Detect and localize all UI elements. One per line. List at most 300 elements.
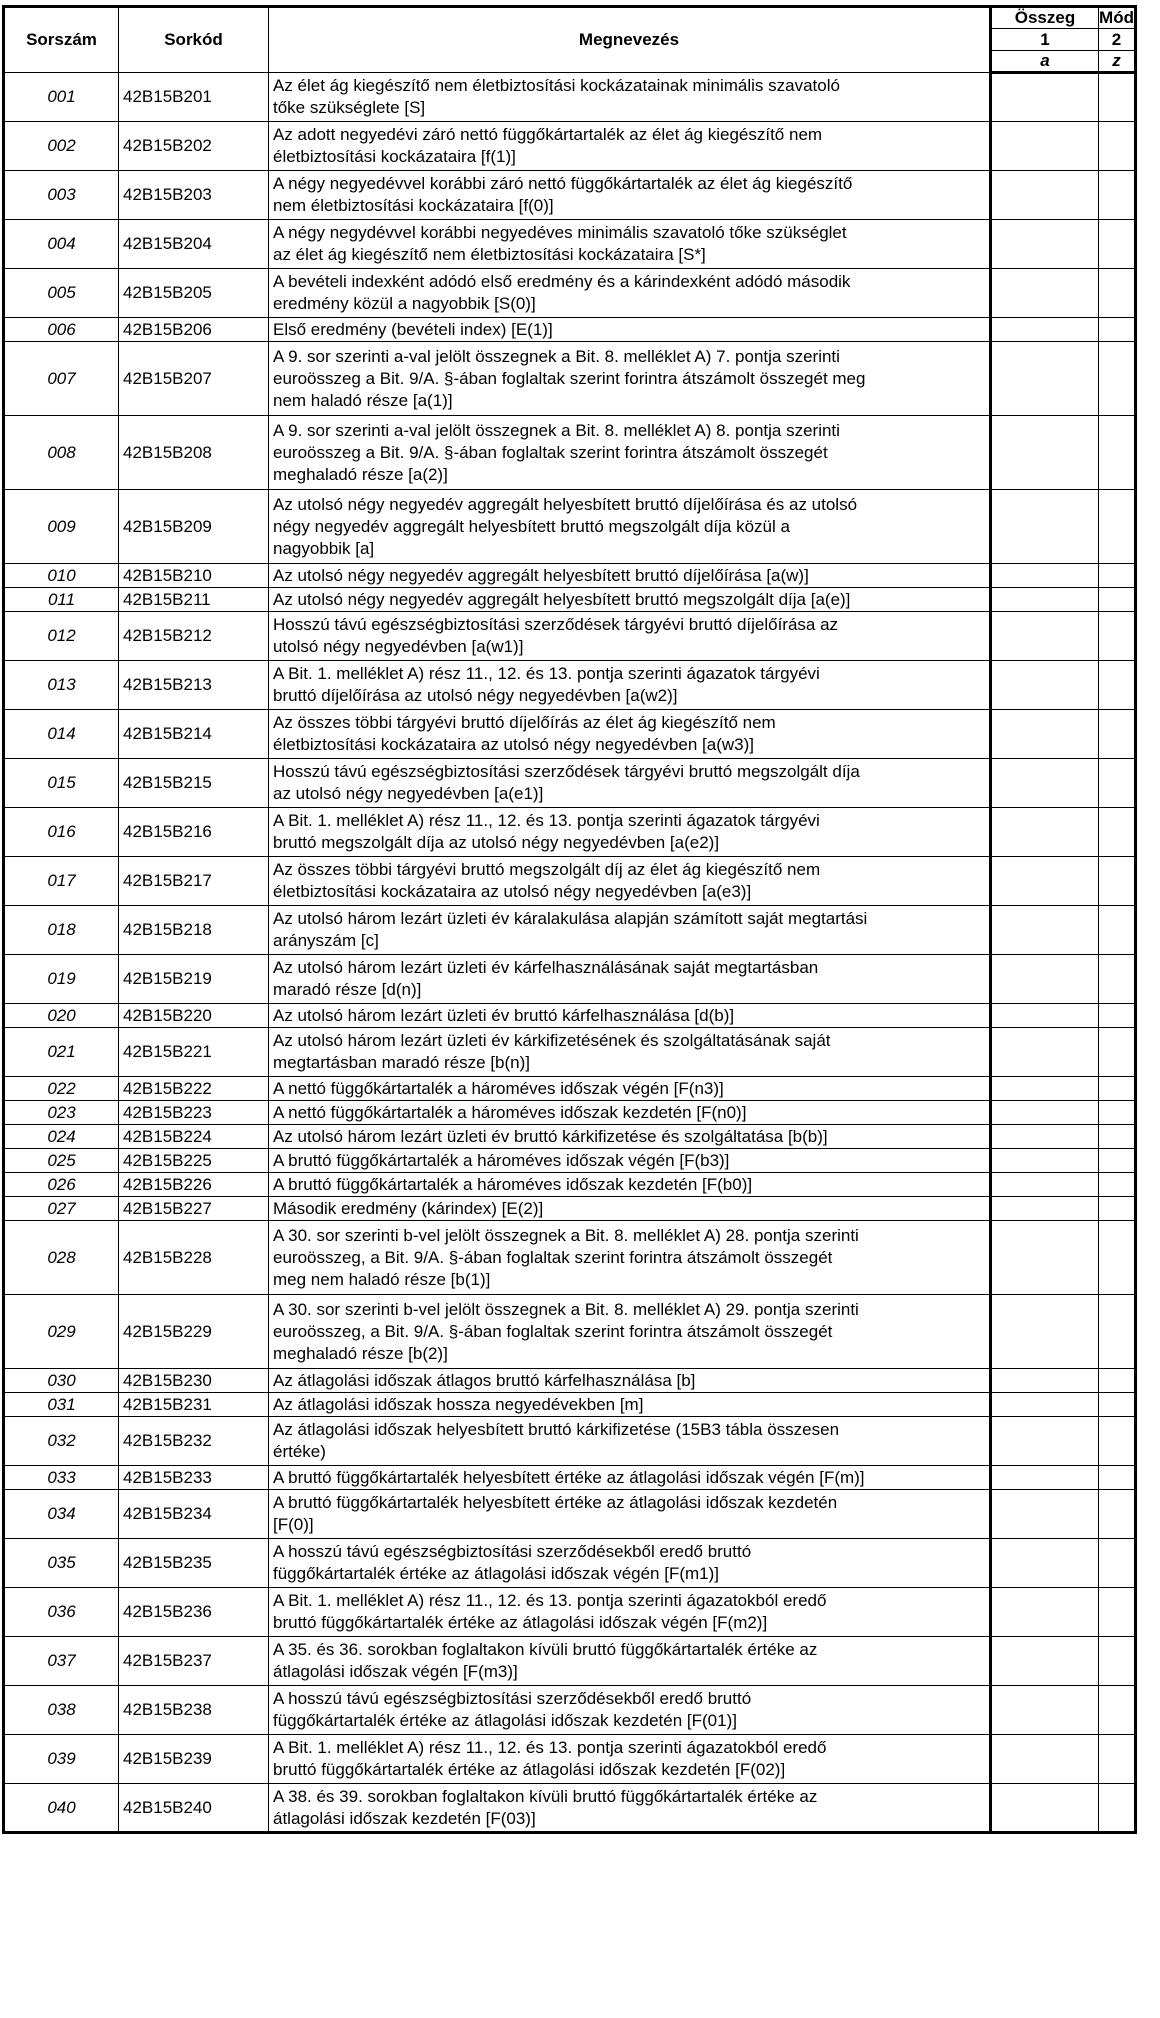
table-row [4,1393,1136,1417]
mode-cell[interactable] [1099,1686,1136,1735]
row-description [269,269,991,318]
row-code: 42B15B229 [119,1295,269,1369]
mode-cell[interactable] [1099,955,1136,1004]
row-number: 033 [4,1466,119,1490]
row-description [269,1173,991,1197]
row-code: 42B15B214 [119,710,269,759]
table-row [4,342,1136,416]
row-code: 42B15B211 [119,588,269,612]
row-description [269,1369,991,1393]
table-row [4,73,1136,122]
row-description-line: A hosszú távú egészségbiztosítási szerződésekből eredő bruttó [273,1689,752,1708]
mode-cell[interactable] [1099,857,1136,906]
mode-cell[interactable] [1099,661,1136,710]
row-description-line: Az átlagolási időszak helyesbített bruttó kárkifizetése (15B3 tábla összesen [273,1420,840,1439]
mode-cell[interactable] [1099,906,1136,955]
table-row [4,1466,1136,1490]
row-description-line: euroösszeg, a Bit. 9/A. §-ában foglaltak szerint forintra átszámolt összegét [273,1247,833,1267]
row-description [269,1588,991,1637]
row-description-line: maradó része [d(n)] [273,980,422,999]
amount-cell[interactable] [991,1221,1099,1295]
row-description-line: A 30. sor szerinti b-vel jelölt összegnek a Bit. 8. melléklet A) 28. pontja szerinti [273,1225,859,1245]
row-description-line: Az utolsó három lezárt üzleti év káralakulása alapján számított saját megtartási [273,909,868,928]
row-description [269,1295,991,1369]
row-number: 030 [4,1369,119,1393]
table-row [4,906,1136,955]
row-number: 016 [4,808,119,857]
mode-cell[interactable] [1099,1369,1136,1393]
table-row [4,416,1136,490]
row-number: 026 [4,1173,119,1197]
row-description-line: A 9. sor szerinti a-val jelölt összegnek a Bit. 8. melléklet A) 8. pontja szerinti [273,420,840,440]
row-description-line: A négy negyedévvel korábbi záró nettó függőkártartalék az élet ág kiegészítő [273,174,853,193]
row-code: 42B15B219 [119,955,269,1004]
row-number: 008 [4,416,119,490]
amount-cell[interactable] [991,1004,1099,1028]
row-description-line: életbiztosítási kockázataira az utolsó négy negyedévben [a(e3)] [273,882,752,901]
row-description [269,1077,991,1101]
row-number: 017 [4,857,119,906]
table-row [4,171,1136,220]
header-mod: Mód [1099,8,1134,27]
row-description [269,1101,991,1125]
row-code: 42B15B227 [119,1197,269,1221]
row-code: 42B15B209 [119,490,269,564]
mode-cell[interactable] [1099,564,1136,588]
row-description [269,759,991,808]
mode-cell[interactable] [1099,1149,1136,1173]
row-description-line: A 9. sor szerinti a-val jelölt összegnek a Bit. 8. melléklet A) 7. pontja szerinti [273,346,840,366]
row-description [269,588,991,612]
amount-cell[interactable] [991,1197,1099,1221]
form-table [2,5,1137,1834]
row-description-line: nagyobbik [a] [273,538,375,558]
amount-cell[interactable] [991,171,1099,220]
row-number: 004 [4,220,119,269]
row-description-line: Az átlagolási időszak átlagos bruttó kárfelhasználása [b] [273,1370,696,1390]
row-description-line: az élet ág kiegészítő nem életbiztosítási kockázataira [S*] [273,245,706,264]
row-number: 040 [4,1784,119,1833]
row-description-line: Az utolsó három lezárt üzleti év kárfelhasználásának saját megtartásban [273,958,819,977]
amount-cell[interactable] [991,1295,1099,1369]
row-number: 034 [4,1490,119,1539]
row-description-line: bruttó díjelőírása az utolsó négy negyedévben [a(w2)] [273,686,678,705]
row-description [269,318,991,342]
row-description-line: [F(0)] [273,1515,314,1534]
mode-cell[interactable] [1099,612,1136,661]
row-description-line: A bruttó függőkártartalék helyesbített értéke az átlagolási időszak kezdetén [273,1493,838,1512]
row-description [269,661,991,710]
mode-cell[interactable] [1099,1417,1136,1466]
table-row [4,612,1136,661]
header-osszeg-letter: a [991,51,1099,73]
row-number: 027 [4,1197,119,1221]
row-description-line: Az utolsó négy negyedév aggregált helyesbített bruttó díjelőírása és az utolsó [273,494,858,514]
row-description-line: meghaladó része [b(2)] [273,1343,448,1363]
row-description-line: függőkártartalék értéke az átlagolási időszak végén [F(m1)] [273,1564,720,1583]
row-number: 037 [4,1637,119,1686]
row-description [269,1735,991,1784]
row-description-line: bruttó függőkártartalék értéke az átlagolási időszak kezdetén [F(02)] [273,1760,786,1779]
amount-cell[interactable] [991,1735,1099,1784]
amount-cell[interactable] [991,1125,1099,1149]
row-description-line: átlagolási időszak kezdetén [F(03)] [273,1808,536,1828]
row-description-line: átlagolási időszak végén [F(m3)] [273,1662,518,1681]
header-mod-num: 2 [1099,29,1136,51]
row-description-line: Második eredmény (kárindex) [E(2)] [273,1198,544,1218]
amount-cell[interactable] [991,1173,1099,1197]
amount-cell[interactable] [991,1784,1099,1833]
table-row [4,808,1136,857]
row-description-line: euroösszeg a Bit. 9/A. §-ában foglaltak szerint forintra átszámolt összegét [273,442,828,462]
amount-cell[interactable] [991,1077,1099,1101]
row-description [269,122,991,171]
row-code: 42B15B205 [119,269,269,318]
row-description-line: Az átlagolási időszak hossza negyedévekben [m] [273,1394,644,1414]
row-description-line: euroösszeg, a Bit. 9/A. §-ában foglaltak szerint forintra átszámolt összegét [273,1321,833,1341]
table-row [4,1637,1136,1686]
row-description-line: függőkártartalék értéke az átlagolási időszak kezdetén [F(01)] [273,1711,737,1730]
row-description-line: életbiztosítási kockázataira az utolsó négy negyedévben [a(w3)] [273,735,754,754]
row-description [269,416,991,490]
amount-cell[interactable] [991,1149,1099,1173]
row-description [269,73,991,122]
row-description [269,171,991,220]
row-code: 42B15B231 [119,1393,269,1417]
amount-cell[interactable] [991,588,1099,612]
header-osszeg: Összeg [991,7,1099,29]
table-row [4,1686,1136,1735]
row-description-line: nem életbiztosítási kockázataira [f(0)] [273,196,554,215]
amount-cell[interactable] [991,1101,1099,1125]
row-description-line: Első eredmény (bevételi index) [E(1)] [273,319,553,339]
mode-cell[interactable] [1099,73,1136,122]
table-row [4,1197,1136,1221]
mode-cell[interactable] [1099,759,1136,808]
mode-cell[interactable] [1099,269,1136,318]
row-description [269,710,991,759]
amount-cell[interactable] [991,1490,1099,1539]
row-code: 42B15B240 [119,1784,269,1833]
row-code: 42B15B237 [119,1637,269,1686]
row-description [269,1466,991,1490]
amount-cell[interactable] [991,1028,1099,1077]
mode-cell[interactable] [1099,1004,1136,1028]
row-number: 001 [4,73,119,122]
row-code: 42B15B206 [119,318,269,342]
row-description-line: A Bit. 1. melléklet A) rész 11., 12. és 13. pontja szerinti ágazatok tárgyévi [273,811,820,830]
amount-cell[interactable] [991,759,1099,808]
row-description-line: Hosszú távú egészségbiztosítási szerződések tárgyévi bruttó díjelőírása az [273,615,839,634]
mode-cell[interactable] [1099,1295,1136,1369]
table-row [4,1028,1136,1077]
row-description [269,1637,991,1686]
mode-cell[interactable] [1099,808,1136,857]
row-code: 42B15B204 [119,220,269,269]
amount-cell[interactable] [991,612,1099,661]
row-description-line: A hosszú távú egészségbiztosítási szerződésekből eredő bruttó [273,1542,752,1561]
amount-cell[interactable] [991,564,1099,588]
amount-cell[interactable] [991,73,1099,122]
row-code: 42B15B230 [119,1369,269,1393]
table-row [4,269,1136,318]
row-description-line: Az élet ág kiegészítő nem életbiztosítási kockázatainak minimális szavatoló [273,76,840,95]
row-description-line: A bevételi indexként adódó első eredmény és a kárindexként adódó második [273,272,851,291]
header-megnevezes: Megnevezés [269,7,991,73]
row-description-line: A négy negydévvel korábbi negyedéves minimális szavatoló tőke szükséglet [273,223,847,242]
amount-cell[interactable] [991,1393,1099,1417]
row-number: 031 [4,1393,119,1417]
row-description [269,1149,991,1173]
row-description-line: meghaladó része [a(2)] [273,464,448,484]
row-description-line: Az adott negyedévi záró nettó függőkártartalék az élet ág kiegészítő nem [273,125,823,144]
row-description-line: Az utolsó három lezárt üzleti év bruttó kárkifizetése és szolgáltatása [b(b)] [273,1126,828,1146]
row-description [269,1393,991,1417]
row-description-line: A bruttó függőkártartalék a hároméves időszak kezdetén [F(b0)] [273,1174,753,1194]
row-description-line: A 35. és 36. sorokban foglaltakon kívüli bruttó függőkártartalék értéke az [273,1640,818,1659]
amount-cell[interactable] [991,1588,1099,1637]
mode-cell[interactable] [1099,710,1136,759]
row-code: 42B15B233 [119,1466,269,1490]
row-description [269,857,991,906]
table-row [4,318,1136,342]
row-description-line: utolsó négy negyedévben [a(w1)] [273,637,524,656]
mode-cell[interactable] [1099,588,1136,612]
row-description-line: A Bit. 1. melléklet A) rész 11., 12. és 13. pontja szerinti ágazatokból eredő [273,1591,827,1610]
table-row [4,857,1136,906]
table-row [4,1539,1136,1588]
table-row [4,1588,1136,1637]
mode-cell[interactable] [1099,1637,1136,1686]
row-number: 028 [4,1221,119,1295]
row-number: 039 [4,1735,119,1784]
mode-cell[interactable] [1099,1028,1136,1077]
table-row [4,220,1136,269]
row-number: 023 [4,1101,119,1125]
row-description-line: Az összes többi tárgyévi bruttó díjelőírás az élet ág kiegészítő nem [273,713,776,732]
amount-cell[interactable] [991,955,1099,1004]
table-row [4,1101,1136,1125]
row-number: 013 [4,661,119,710]
amount-cell[interactable] [991,416,1099,490]
table-row [4,564,1136,588]
mode-cell[interactable] [1099,490,1136,564]
row-description-line: A nettó függőkártartalék a hároméves időszak végén [F(n3)] [273,1078,724,1098]
row-code: 42B15B220 [119,1004,269,1028]
row-description-line: tőke szükséglete [S] [273,98,426,117]
row-number: 015 [4,759,119,808]
row-number: 011 [4,588,119,612]
table-row [4,1784,1136,1833]
amount-cell[interactable] [991,1417,1099,1466]
mode-cell[interactable] [1099,416,1136,490]
mode-cell[interactable] [1099,122,1136,171]
mode-cell[interactable] [1099,1466,1136,1490]
mode-cell[interactable] [1099,1197,1136,1221]
row-description-line: nem haladó része [a(1)] [273,390,453,410]
mode-cell[interactable] [1099,1588,1136,1637]
table-row [4,1417,1136,1466]
row-code: 42B15B239 [119,1735,269,1784]
mode-cell[interactable] [1099,318,1136,342]
row-description-line: meg nem haladó része [b(1)] [273,1269,491,1289]
row-code: 42B15B221 [119,1028,269,1077]
mode-cell[interactable] [1099,1393,1136,1417]
row-description [269,1784,991,1833]
table-row [4,1735,1136,1784]
amount-cell[interactable] [991,808,1099,857]
row-description-line: Az összes többi tárgyévi bruttó megszolgált díj az élet ág kiegészítő nem [273,860,821,879]
mode-cell[interactable] [1099,1173,1136,1197]
row-number: 010 [4,564,119,588]
row-number: 006 [4,318,119,342]
row-description [269,808,991,857]
table-row [4,1369,1136,1393]
mode-cell[interactable] [1099,1221,1136,1295]
row-description-line: A 38. és 39. sorokban foglaltakon kívüli bruttó függőkártartalék értéke az [273,1786,818,1806]
amount-cell[interactable] [991,1539,1099,1588]
row-code: 42B15B212 [119,612,269,661]
amount-cell[interactable] [991,710,1099,759]
mode-cell[interactable] [1099,1539,1136,1588]
row-number: 022 [4,1077,119,1101]
table-row [4,1490,1136,1539]
mode-cell[interactable] [1099,171,1136,220]
table-row [4,122,1136,171]
table-body [4,73,1136,1833]
mode-cell[interactable] [1099,342,1136,416]
row-description [269,1125,991,1149]
row-code: 42B15B226 [119,1173,269,1197]
mode-cell[interactable] [1099,1784,1136,1833]
row-description-line: A Bit. 1. melléklet A) rész 11., 12. és 13. pontja szerinti ágazatokból eredő [273,1738,827,1757]
row-number: 003 [4,171,119,220]
header-mod-letter: z [1099,51,1136,73]
amount-cell[interactable] [991,661,1099,710]
row-number: 019 [4,955,119,1004]
header-sorkod: Sorkód [119,7,269,73]
row-code: 42B15B222 [119,1077,269,1101]
row-code: 42B15B201 [119,73,269,122]
row-description [269,1686,991,1735]
row-code: 42B15B215 [119,759,269,808]
row-description-line: A bruttó függőkártartalék a hároméves időszak végén [F(b3)] [273,1150,730,1170]
row-description-line: Az utolsó három lezárt üzleti év bruttó kárfelhasználása [d(b)] [273,1005,735,1025]
table-row [4,490,1136,564]
row-description [269,1197,991,1221]
amount-cell[interactable] [991,269,1099,318]
row-code: 42B15B207 [119,342,269,416]
amount-cell[interactable] [991,1686,1099,1735]
table-row [4,661,1136,710]
row-code: 42B15B208 [119,416,269,490]
row-code: 42B15B217 [119,857,269,906]
table-row [4,1221,1136,1295]
row-description-line: A bruttó függőkártartalék helyesbített értéke az átlagolási időszak végén [F(m)] [273,1467,865,1487]
row-number: 021 [4,1028,119,1077]
row-number: 014 [4,710,119,759]
mode-cell[interactable] [1099,220,1136,269]
row-code: 42B15B213 [119,661,269,710]
row-number: 038 [4,1686,119,1735]
row-number: 036 [4,1588,119,1637]
row-code: 42B15B225 [119,1149,269,1173]
row-description [269,955,991,1004]
mode-cell[interactable] [1099,1735,1136,1784]
amount-cell[interactable] [991,906,1099,955]
table-row [4,1149,1136,1173]
row-description-line: bruttó megszolgált díja az utolsó négy negyedévben [a(e2)] [273,833,720,852]
row-code: 42B15B232 [119,1417,269,1466]
header-osszeg-num: 1 [991,29,1099,51]
table-row [4,1077,1136,1101]
row-description [269,1417,991,1466]
row-description-line: bruttó függőkártartalék értéke az átlagolási időszak végén [F(m2)] [273,1613,768,1632]
row-number: 020 [4,1004,119,1028]
row-description [269,1221,991,1295]
row-code: 42B15B238 [119,1686,269,1735]
mode-cell[interactable] [1099,1125,1136,1149]
row-description-line: A nettó függőkártartalék a hároméves időszak kezdetén [F(n0)] [273,1102,747,1122]
row-description-line: életbiztosítási kockázataira [f(1)] [273,147,516,166]
amount-cell[interactable] [991,490,1099,564]
amount-cell[interactable] [991,318,1099,342]
row-description [269,1004,991,1028]
amount-cell[interactable] [991,1369,1099,1393]
mode-cell[interactable] [1099,1101,1136,1125]
row-code: 42B15B218 [119,906,269,955]
table-row [4,710,1136,759]
row-description-line: értéke) [273,1442,326,1461]
row-code: 42B15B228 [119,1221,269,1295]
row-description-line: Hosszú távú egészségbiztosítási szerződések tárgyévi bruttó megszolgált díja [273,762,860,781]
amount-cell[interactable] [991,342,1099,416]
table-row [4,1004,1136,1028]
mode-cell[interactable] [1099,1490,1136,1539]
row-code: 42B15B236 [119,1588,269,1637]
mode-cell[interactable] [1099,1077,1136,1101]
row-description-line: az utolsó négy negyedévben [a(e1)] [273,784,544,803]
table-row [4,1173,1136,1197]
header-sorszam: Sorszám [4,7,119,73]
row-number: 007 [4,342,119,416]
row-number: 005 [4,269,119,318]
amount-cell[interactable] [991,1637,1099,1686]
row-code: 42B15B234 [119,1490,269,1539]
row-number: 012 [4,612,119,661]
row-number: 009 [4,490,119,564]
table-row [4,759,1136,808]
row-description-line: négy negyedév aggregált helyesbített bruttó megszolgált díja közül a [273,516,790,536]
row-number: 018 [4,906,119,955]
row-number: 032 [4,1417,119,1466]
row-description [269,490,991,564]
row-description-line: megtartásban maradó része [b(n)] [273,1053,531,1072]
row-description [269,342,991,416]
row-code: 42B15B235 [119,1539,269,1588]
table-row [4,588,1136,612]
row-description [269,1539,991,1588]
amount-cell[interactable] [991,122,1099,171]
row-description [269,1490,991,1539]
amount-cell[interactable] [991,220,1099,269]
row-description-line: Az utolsó négy negyedév aggregált helyesbített bruttó megszolgált díja [a(e)] [273,589,851,609]
row-description-line: Az utolsó három lezárt üzleti év kárkifizetésének és szolgáltatásának saját [273,1031,831,1050]
table-row [4,955,1136,1004]
amount-cell[interactable] [991,1466,1099,1490]
row-number: 002 [4,122,119,171]
amount-cell[interactable] [991,857,1099,906]
